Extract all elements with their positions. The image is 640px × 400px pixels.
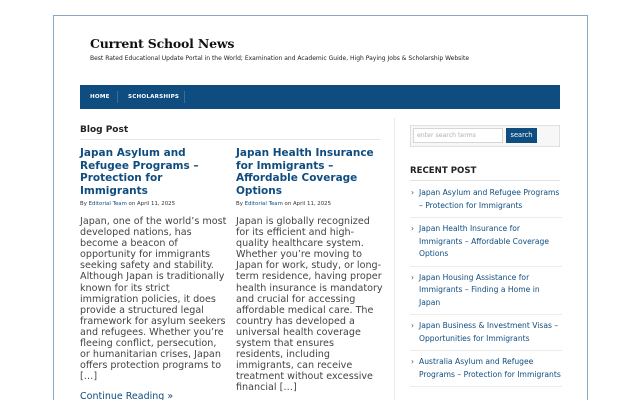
recent-post-item[interactable] bbox=[410, 272, 562, 316]
post-excerpt: Japan is globally recognized for its efficient and high-quality healthcare system. Whether you’re moving to Japan for work, study, or long-term residence, having proper health insurance is mandatory and crucial for accessing affordable medical care. The country has developed a universal health coverage system that ensures residents, including immigrants, can receive treatment without excessive financial […] bbox=[236, 216, 383, 394]
post-excerpt: Japan, one of the world’s most developed nations, has become a beacon of opportunity for immigrants seeking safety and stability. Although Japan is traditionally known for its strict immigration policies, it does provide a structured legal framework for asylum seekers and refugees. Whether you’re fleeing conflict, persecution, or humanitarian crises, Japan offers protection programs to […] bbox=[80, 216, 227, 383]
search-button[interactable]: search bbox=[506, 128, 537, 143]
chevron-right-icon: › bbox=[411, 321, 415, 330]
recent-post-item[interactable] bbox=[410, 356, 562, 387]
recent-post-link[interactable]: Australia Asylum and Refugee Programs – Protection for Immigrants bbox=[419, 357, 561, 379]
sidebar-heading-divider bbox=[410, 180, 560, 181]
post-meta-by: By bbox=[236, 201, 243, 207]
blog-post-card bbox=[80, 147, 228, 382]
recent-post-link[interactable]: Japan Business & Investment Visas – Opportunities for Immigrants bbox=[419, 321, 559, 343]
recent-posts-list bbox=[410, 187, 562, 392]
post-author-link[interactable]: Editorial Team bbox=[88, 201, 127, 207]
chevron-right-icon: › bbox=[411, 224, 415, 233]
recent-post-item[interactable] bbox=[410, 320, 562, 351]
blog-post-card bbox=[236, 147, 384, 394]
section-divider bbox=[80, 139, 380, 140]
post-date: on April 11, 2025 bbox=[284, 201, 332, 207]
post-date: on April 11, 2025 bbox=[128, 201, 176, 207]
main-navbar bbox=[80, 85, 560, 109]
nav-separator bbox=[117, 91, 118, 103]
nav-item-home[interactable]: HOME bbox=[90, 94, 110, 100]
site-title[interactable]: Current School News bbox=[90, 36, 235, 51]
sidebar-divider bbox=[394, 118, 395, 400]
recent-post-link[interactable]: Japan Health Insurance for Immigrants – Affordable Coverage Options bbox=[419, 224, 550, 258]
post-title-link[interactable]: Japan Asylum and Refugee Programs – Protection for Immigrants bbox=[80, 147, 199, 197]
nav-item-scholarships[interactable]: SCHOLARSHIPS bbox=[128, 94, 180, 100]
continue-reading-link[interactable]: Continue Reading » bbox=[80, 391, 174, 400]
recent-post-link[interactable]: Japan Asylum and Refugee Programs – Protection for Immigrants bbox=[419, 188, 560, 210]
recent-post-link[interactable]: Japan Housing Assistance for Immigrants – Finding a Home in Japan bbox=[419, 272, 540, 307]
nav-separator bbox=[184, 91, 185, 103]
post-author-link[interactable]: Editorial Team bbox=[244, 201, 283, 207]
post-meta bbox=[236, 201, 384, 207]
recent-posts-heading: RECENT POST bbox=[410, 166, 477, 176]
post-meta bbox=[80, 201, 228, 207]
recent-post-item[interactable] bbox=[410, 223, 562, 267]
post-title-link[interactable]: Japan Health Insurance for Immigrants – Affordable Coverage Options bbox=[236, 147, 374, 197]
chevron-right-icon: › bbox=[411, 357, 415, 366]
section-title: Blog Post bbox=[80, 125, 129, 135]
search-input[interactable] bbox=[413, 128, 503, 143]
post-meta-by: By bbox=[80, 201, 87, 207]
site-tagline: Best Rated Educational Update Portal in the World; Examination and Academic Guide, High Paying Jobs & Scholarship Website bbox=[90, 55, 470, 62]
chevron-right-icon: › bbox=[411, 272, 415, 282]
recent-post-item[interactable] bbox=[410, 187, 562, 218]
chevron-right-icon: › bbox=[411, 188, 415, 197]
